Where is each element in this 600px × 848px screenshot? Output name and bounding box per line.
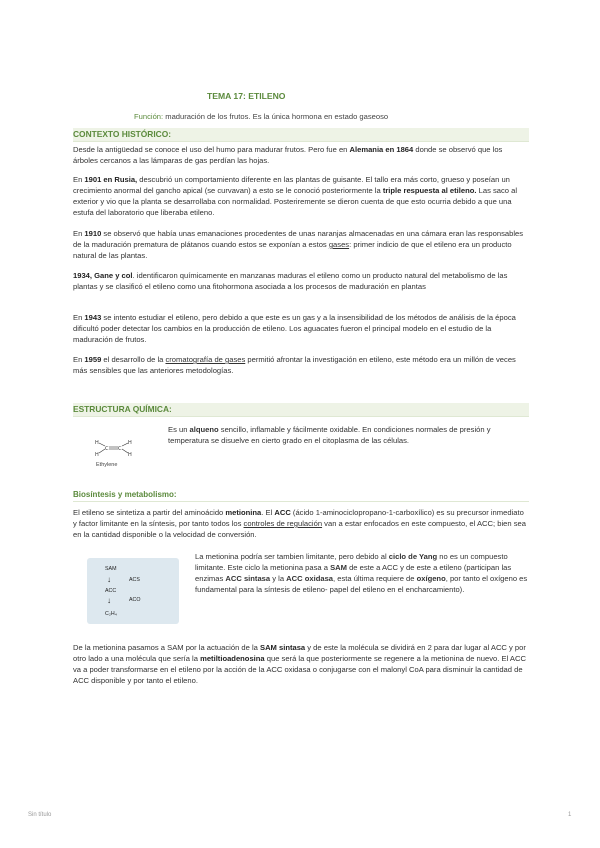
paragraph-sam-sintasa [73, 642, 529, 686]
text: (ácido 1-aminociclopropano-1-carboxílico) es su precursor inmediato y factor limitante en la síntesis, por tanto todos los [73, 508, 524, 528]
bold-text: SAM [330, 563, 347, 572]
svg-text:C: C [118, 446, 122, 452]
subheading-biosintesis: Biosíntesis y metabolismo: [73, 490, 529, 502]
text: , por tanto el oxígeno es fundamental para la síntesis de etileno- papel del etileno en el encharcamiento). [195, 574, 528, 594]
footer-page-number: 1 [568, 812, 572, 818]
svg-text:H: H [128, 452, 132, 458]
paragraph-1910 [73, 228, 529, 261]
text: descubrió un comportamiento diferente en las plantas de guisante. El tallo era más corto, grueso y poseían un crecimiento anormal del gancho apical (se curvavan) a esto se le conoció posteriormente la [73, 175, 510, 195]
text: donde se observó que los árboles cercanos a las lámparas de gas perdían las hojas. [73, 145, 503, 165]
bold-text: 1910 [84, 229, 102, 238]
svg-text:H: H [95, 452, 99, 458]
text: El etileno se sintetiza a partir del aminoácido [73, 508, 226, 517]
text: de este a ACC y de este a etileno (participan las enzimas [195, 563, 512, 583]
underlined-text: controles de regulación [243, 519, 323, 528]
page-title: TEMA 17: ETILENO [207, 91, 286, 101]
underlined-text: gases [328, 240, 350, 249]
text: y de este la molécula se dividirá en 2 para dar lugar al ACC y por otro lado a una molécula que sería la [73, 643, 526, 663]
diagram-c2h4: C₂H₄ [105, 611, 117, 617]
bold-text: alqueno [189, 425, 219, 434]
text: En [73, 175, 85, 184]
bold-text: 1943 [84, 313, 102, 322]
text: y la [270, 574, 287, 583]
text: En [73, 355, 85, 364]
text: : primer indicio de que el etileno era un producto natural de las plantas. [73, 240, 512, 260]
section-heading-contexto: CONTEXTO HISTÓRICO: [73, 128, 529, 142]
text: Las saco al exterior y vio que la planta se desarrollaba con normalidad. Posteriremente se dieron cuenta de que esto ocurria debido a que una estufa del laboratorio que liberaba etileno. [73, 186, 518, 217]
text: que será la que posteriormente se regenere a la metionina de nuevo. El ACC va a poder transformarse en el etileno por la acción de la ACC oxidasa o conjugarse con el malonyl CoA para disminuir la cantidad de ACC disponible y por tanto el etileno. [73, 654, 526, 685]
bold-text: Alemania en 1864 [349, 145, 414, 154]
bold-text: SAM sintasa [260, 643, 306, 652]
text: no es un compuesto limitante. Este ciclo la metionina pasa a [195, 552, 508, 572]
text: La metionina podría ser tambien limitante, pero debido al [195, 552, 389, 561]
diagram-acc: ACC [105, 588, 117, 594]
paragraph-1943 [73, 312, 529, 345]
footer-document-name: Sin título [28, 812, 52, 818]
subtitle-label: Función: [134, 112, 164, 121]
subtitle-text: maduración de los frutos. Es la única hormona en estado gaseoso [163, 112, 389, 121]
paragraph-metionina [73, 507, 529, 540]
bold-text: oxígeno [416, 574, 446, 583]
text: se observó que había unas emanaciones procedentes de unas naranjas almacenadas en una cámara eran las responsables de la maduración prematura de plátanos cuando estos se exponían a estos [73, 229, 524, 249]
text: En [73, 229, 85, 238]
svg-text:C: C [105, 446, 109, 452]
text: van a estar enfocados en este compuesto, el ACC; bien sea en la cantidad disponible o la velocidad de conversión. [73, 519, 526, 539]
biosynthesis-diagram [87, 558, 179, 624]
svg-text:H: H [95, 440, 99, 446]
paragraph-1901 [73, 174, 529, 218]
text: sencillo, inflamable y fácilmente oxidable. En condiciones normales de presión y temperatura se disuelve en cierto grado en el citoplasma de las células. [168, 425, 491, 445]
diagram-sam: SAM [105, 566, 117, 572]
bold-text: metiltioadenosina [200, 654, 265, 663]
bold-text: 1959 [84, 355, 102, 364]
text: . El [261, 508, 275, 517]
bold-text: 1901 en Rusia, [84, 175, 138, 184]
arrow-down-icon: ↓ [107, 596, 111, 605]
underlined-text: cromatografía de gases [165, 355, 246, 364]
text: Es un [168, 425, 190, 434]
subtitle [134, 112, 388, 121]
text: Desde la antigüedad se conoce el uso del humo para madurar frutos. Pero fue en [73, 145, 350, 154]
paragraph-1934 [73, 270, 529, 292]
bold-text: ACC [274, 508, 291, 517]
bold-text: ACC sintasa [225, 574, 271, 583]
alqueno-paragraph [168, 424, 528, 446]
text: , esta última requiere de [333, 574, 417, 583]
bold-text: 1934, Gane y col [73, 271, 133, 280]
paragraph-1864 [73, 144, 529, 166]
diagram-acs: ACS [129, 577, 140, 583]
text: permitió afrontar la investigación en etileno, este método era un millón de veces más sensibles que las anteriores metodologías. [73, 355, 516, 375]
text: el desarrollo de la [101, 355, 166, 364]
bold-text: ciclo de Yang [388, 552, 438, 561]
text: De la metionina pasamos a SAM por la actuación de la [73, 643, 260, 652]
paragraph-1959 [73, 354, 529, 376]
paragraph-yang [195, 551, 529, 595]
bold-text: metionina [225, 508, 262, 517]
text: se intento estudiar el etileno, pero debido a que este es un gas y a la insensibilidad de los métodos de análisis de la época dificultó poder detectar los cambios en la producción de etileno. Los aguacates fueron el principal modelo en el estudio de la maduración de frutos. [73, 313, 516, 344]
text: En [73, 313, 85, 322]
svg-text:H: H [128, 440, 132, 446]
bold-text: triple respuesta al etileno. [382, 186, 477, 195]
diagram-aco: ACO [129, 597, 141, 603]
section-heading-estructura: ESTRUCTURA QUÍMICA: [73, 403, 529, 417]
molecule-caption: Ethylene [96, 462, 118, 468]
text: . identificaron químicamente en manzanas maduras el etileno como un producto natural del metabolismo de las plantas y se clasificó el etileno como una fitohormona asociada a los procesos de maduración en plantas [73, 271, 508, 291]
bold-text: ACC oxidasa [286, 574, 334, 583]
arrow-down-icon: ↓ [107, 575, 111, 584]
